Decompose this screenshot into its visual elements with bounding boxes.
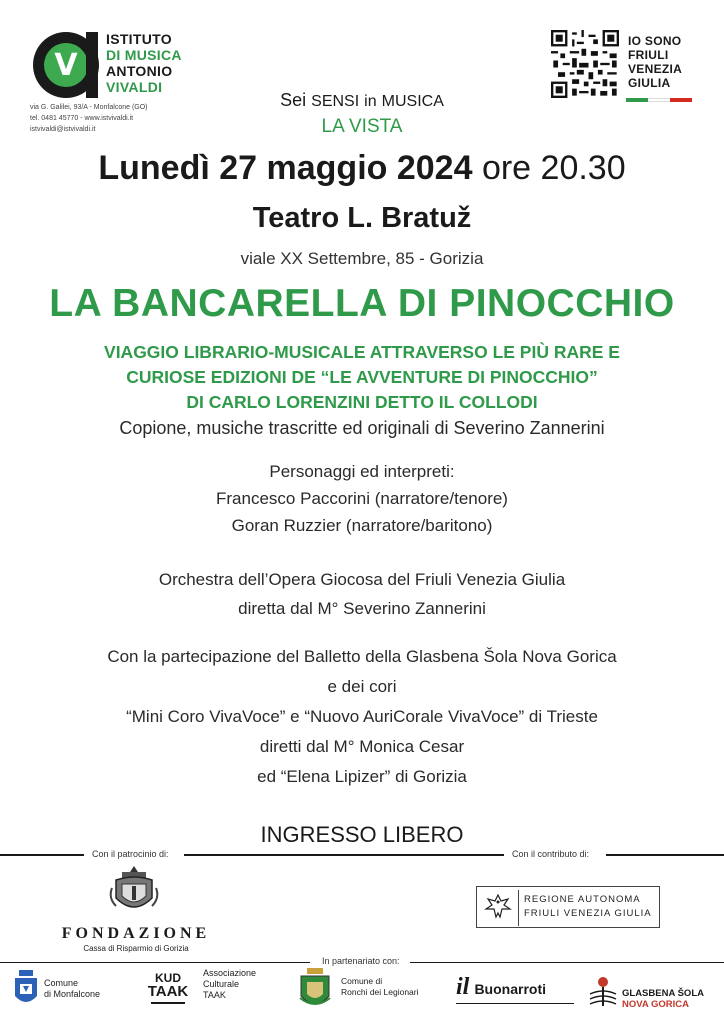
- participation-line: diretti dal M° Monica Cesar: [259, 737, 465, 756]
- foundation-crest-icon: [108, 864, 160, 920]
- buonarroti-rule: [456, 1003, 574, 1004]
- region-badge-line: IO SONO: [628, 34, 682, 48]
- event-venue: Teatro L. Bratuž: [252, 202, 472, 234]
- series-sei: Sei: [280, 90, 307, 110]
- event-subtitle-line: CURIOSE EDIZIONI DE “LE AVVENTURE DI PINOCCHIO”: [126, 367, 598, 387]
- partner-taak-line: Associazione: [203, 968, 257, 978]
- region-badge-line: FRIULI: [628, 48, 669, 62]
- participation-line: e dei cori: [327, 677, 397, 696]
- participation-line: “Mini Coro VivaVoce” e “Nuovo AuriCorale VivaVoce” di Trieste: [126, 707, 598, 726]
- series-title: [0, 90, 724, 111]
- institute-name: [106, 31, 182, 95]
- taak-logo: [146, 972, 190, 1010]
- participation-line: Con la partecipazione del Balletto della Glasbena Šola Nova Gorica: [107, 647, 617, 666]
- region-logo-text: [524, 893, 652, 921]
- divider-rule: [410, 962, 724, 963]
- taak-logo-kud: KUD: [155, 971, 181, 985]
- divider-rule: [184, 854, 504, 856]
- event-cast: [0, 458, 724, 539]
- event-credits: Copione, musiche trascritte ed originali di Severino Zannerini: [119, 418, 605, 438]
- admission-label: INGRESSO LIBERO: [260, 822, 464, 847]
- institute-email: istvivaldi@istvivaldi.it: [30, 126, 96, 133]
- divider-rule: [0, 962, 310, 963]
- glasbena-logo-icon: [588, 974, 618, 1010]
- institute-name-line: ANTONIO: [106, 63, 173, 79]
- buonarroti-il: il: [456, 974, 470, 1000]
- partner-glasbena: [622, 988, 704, 1010]
- buonarroti-name: Buonarroti: [474, 981, 546, 997]
- region-logo-line: FRIULI VENEZIA GIULIA: [524, 908, 652, 919]
- eagle-icon: [482, 891, 514, 923]
- partner-ronchi-line: Comune di: [341, 976, 383, 986]
- event-date-time: [0, 149, 724, 188]
- cast-line: Personaggi ed interpreti:: [269, 462, 455, 481]
- region-badge: [628, 34, 682, 90]
- cast-line: Goran Ruzzier (narratore/baritono): [231, 516, 493, 535]
- orchestra-line: diretta dal M° Severino Zannerini: [238, 599, 486, 618]
- monfalcone-crest-icon: [14, 970, 38, 1010]
- contribution-label: Con il contributo di:: [512, 849, 590, 859]
- series-in: in: [364, 93, 377, 110]
- institute-logo-bar: [86, 32, 98, 98]
- series-subtitle: LA VISTA: [321, 116, 403, 137]
- ronchi-crest-icon: [298, 968, 332, 1014]
- partner-glasbena-line: NOVA GORICA: [622, 999, 690, 1010]
- qr-code-icon[interactable]: [551, 30, 619, 98]
- event-venue-address: viale XX Settembre, 85 - Gorizia: [240, 249, 484, 268]
- region-logo-line: REGIONE AUTONOMA: [524, 894, 641, 905]
- event-time: ore 20.30: [481, 149, 626, 187]
- institute-logo: [44, 43, 88, 87]
- series-sensi: SENSI: [311, 93, 360, 110]
- region-logo-separator: [518, 890, 519, 926]
- institute-name-line: VIVALDI: [106, 79, 163, 95]
- partner-monfalcone: [44, 978, 100, 1000]
- partner-taak: [203, 968, 256, 1001]
- partner-taak-line: TAAK: [203, 990, 226, 1000]
- institute-logo-letter: V: [54, 47, 78, 83]
- event-date: Lunedì 27 maggio 2024: [98, 149, 473, 187]
- partnership-label: In partenariato con:: [322, 956, 400, 966]
- partner-monfalcone-line: di Monfalcone: [44, 989, 101, 999]
- foundation-name: FONDAZIONE: [61, 925, 211, 942]
- partner-ronchi: [341, 976, 419, 998]
- buonarroti-logo: [456, 974, 580, 1008]
- event-subtitle-line: VIAGGIO LIBRARIO-MUSICALE ATTRAVERSO LE PIÙ RARE E: [104, 342, 620, 362]
- event-orchestra: [0, 565, 724, 623]
- partner-ronchi-line: Ronchi dei Legionari: [341, 987, 419, 997]
- region-badge-line: VENEZIA: [628, 62, 683, 76]
- participation-line: ed “Elena Lipizer” di Gorizia: [257, 767, 467, 786]
- institute-name-line: ISTITUTO: [106, 31, 172, 47]
- partner-monfalcone-line: Comune: [44, 978, 79, 988]
- event-title: LA BANCARELLA DI PINOCCHIO: [49, 282, 675, 325]
- region-badge-line: GIULIA: [628, 76, 671, 90]
- cast-line: Francesco Paccorini (narratore/tenore): [216, 489, 508, 508]
- partner-taak-line: Culturale: [203, 979, 240, 989]
- partner-glasbena-line: GLASBENA ŠOLA: [622, 988, 704, 999]
- patronage-label: Con il patrocinio di:: [92, 849, 169, 859]
- foundation-subtitle: Cassa di Risparmio di Gorizia: [83, 944, 189, 953]
- orchestra-line: Orchestra dell’Opera Giocosa del Friuli Venezia Giulia: [158, 570, 566, 589]
- taak-logo-taak: TAAK: [147, 983, 189, 1000]
- divider-rule: [606, 854, 724, 856]
- institute-address: via G. Galilei, 93/A - Monfalcone (GO): [30, 104, 148, 111]
- divider-rule: [0, 854, 84, 856]
- institute-phone-web: tel. 0481 45770 - www.istvivaldi.it: [30, 115, 134, 122]
- series-musica: MUSICA: [381, 93, 444, 110]
- institute-name-line: DI MUSICA: [106, 47, 182, 63]
- taak-logo-underline: [151, 1002, 185, 1004]
- event-subtitle: [0, 340, 724, 415]
- event-participation: [0, 642, 724, 792]
- event-subtitle-line: DI CARLO LORENZINI DETTO IL COLLODI: [186, 392, 538, 412]
